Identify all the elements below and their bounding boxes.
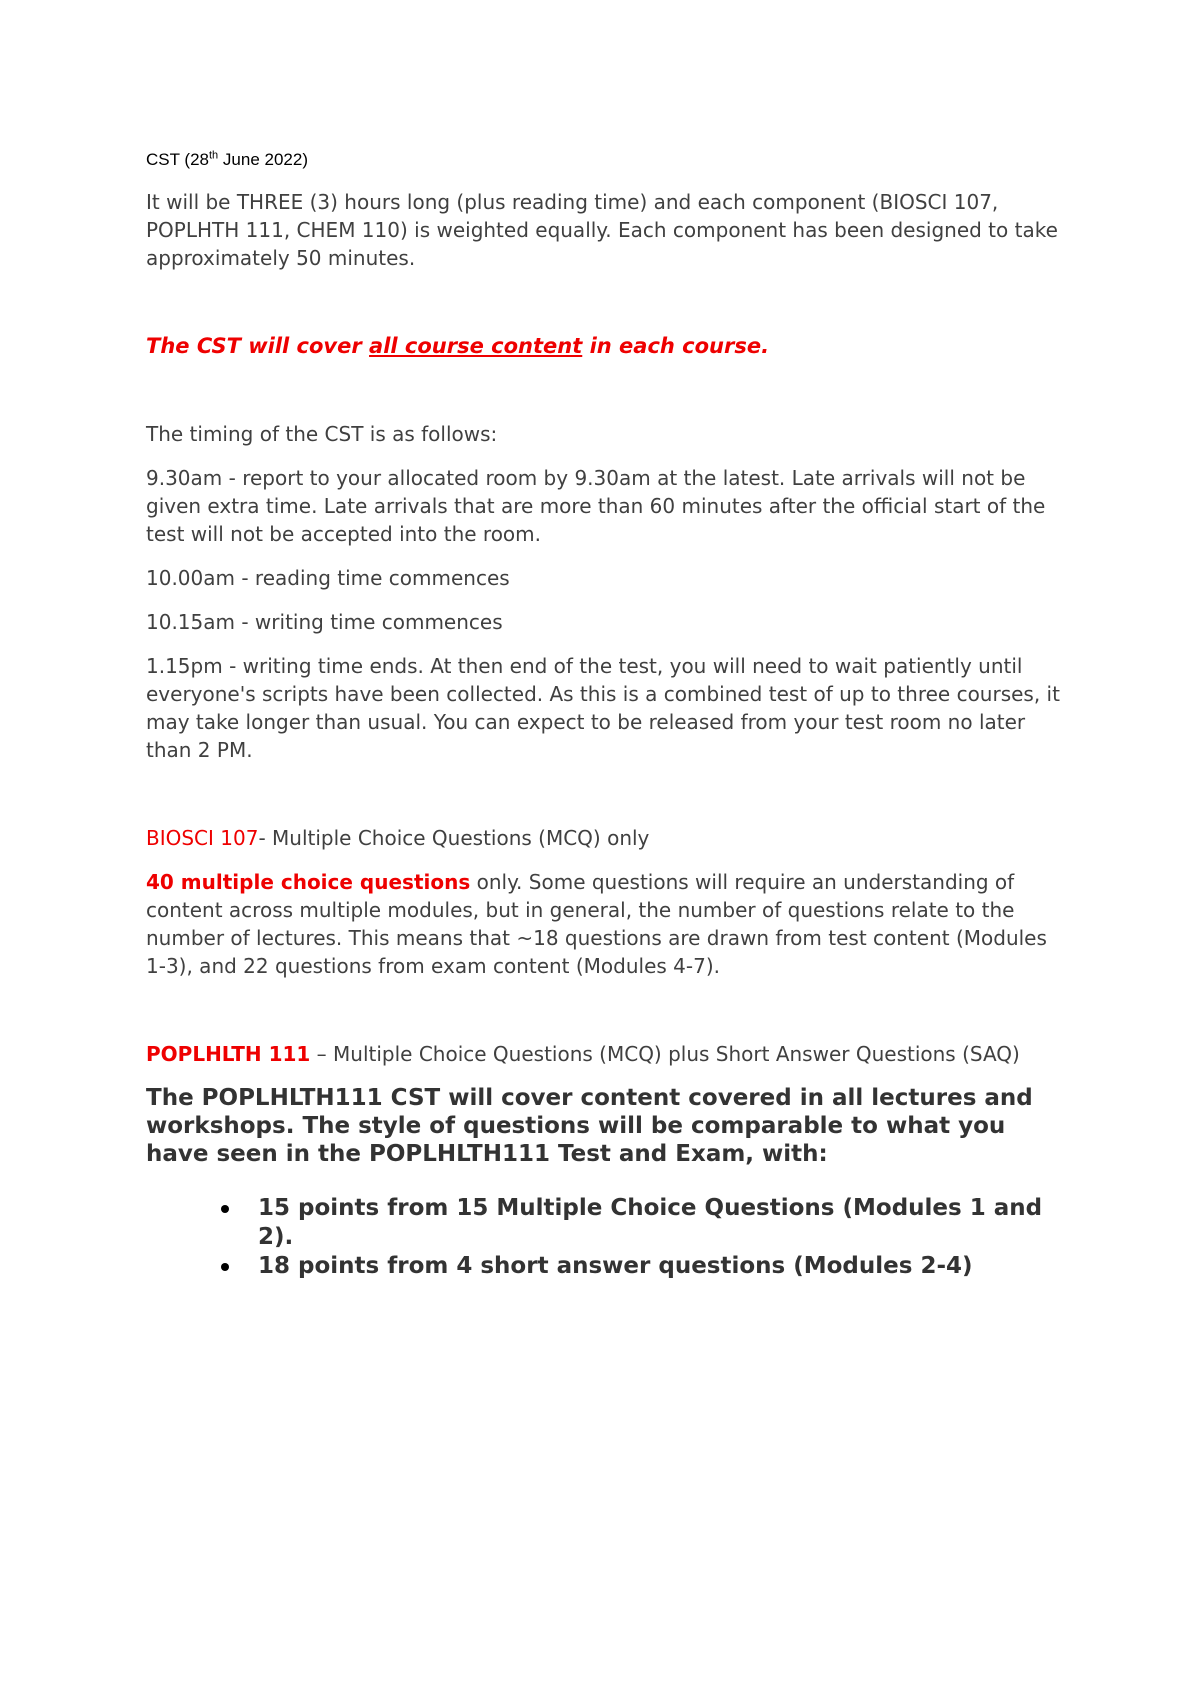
bullet-icon — [221, 1263, 229, 1271]
document-page — [146, 148, 1066, 1281]
coverage-notice-before: The CST will cover — [146, 334, 370, 358]
timing-item-writing: 10.15am - writing time commences — [146, 610, 503, 634]
biosci-section-title — [146, 824, 1066, 852]
timing-item-reading: 10.00am - reading time commences — [146, 566, 510, 590]
poplhlth-title-rest: – Multiple Choice Questions (MCQ) plus Short Answer Questions (SAQ) — [310, 1042, 1020, 1066]
intro-paragraph: It will be THREE (3) hours long (plus reading time) and each component (BIOSCI 107, POPLHTH 111, CHEM 110) is weighted equally. Each component has been designed to take approximately 50 minutes. — [146, 190, 1058, 270]
coverage-notice-after: in each course. — [582, 334, 770, 358]
timing-item-report: 9.30am - report to your allocated room by 9.30am at the latest. Late arrivals will not be given extra time. Late arrivals that are more than 60 minutes after the official start of the test will not be accepted into the room. — [146, 466, 1046, 546]
coverage-notice-underlined: all course content — [369, 334, 583, 358]
heading-prefix: CST (28 — [146, 150, 209, 169]
biosci-body: only. Some questions will require an understanding of content across multiple modules, but in general, the number of questions relate to the number of lectures. This means that ~18 questions are drawn from test content (Modules 1-3), and 22 questions from exam content (Modules 4-7). — [146, 870, 1047, 978]
poplhlth-description: The POPLHLTH111 CST will cover content covered in all lectures and workshops. The style of questions will be comparable to what you have seen in the POPLHLTH111 Test and Exam, with: — [146, 1085, 1033, 1167]
poplhlth-section-title — [146, 1040, 1066, 1068]
point-text: 15 points from 15 Multiple Choice Questions (Modules 1 and 2). — [258, 1195, 1043, 1250]
heading-suffix: June 2022) — [218, 150, 308, 169]
biosci-description — [146, 868, 1066, 980]
document-heading — [146, 148, 1066, 172]
timing-item-end: 1.15pm - writing time ends. At then end of the test, you will need to wait patiently until everyone's scripts have been collected. As this is a combined test of up to three courses, it may take longer than usual. You can expect to be released from your test room no later than 2 PM. — [146, 654, 1060, 762]
list-item — [146, 1252, 1066, 1281]
list-item — [146, 1194, 1066, 1252]
poplhlth-points-list — [146, 1194, 1066, 1281]
heading-superscript: th — [209, 149, 219, 162]
biosci-title-rest: - Multiple Choice Questions (MCQ) only — [258, 826, 650, 850]
timing-intro: The timing of the CST is as follows: — [146, 422, 498, 446]
bullet-icon — [221, 1205, 229, 1213]
poplhlth-label: POPLHLTH 111 — [146, 1042, 311, 1066]
biosci-question-count: 40 multiple choice questions — [146, 870, 471, 894]
biosci-label: BIOSCI 107 — [146, 826, 259, 850]
point-text: 18 points from 4 short answer questions (Modules 2-4) — [258, 1253, 973, 1279]
coverage-notice — [146, 332, 1066, 360]
